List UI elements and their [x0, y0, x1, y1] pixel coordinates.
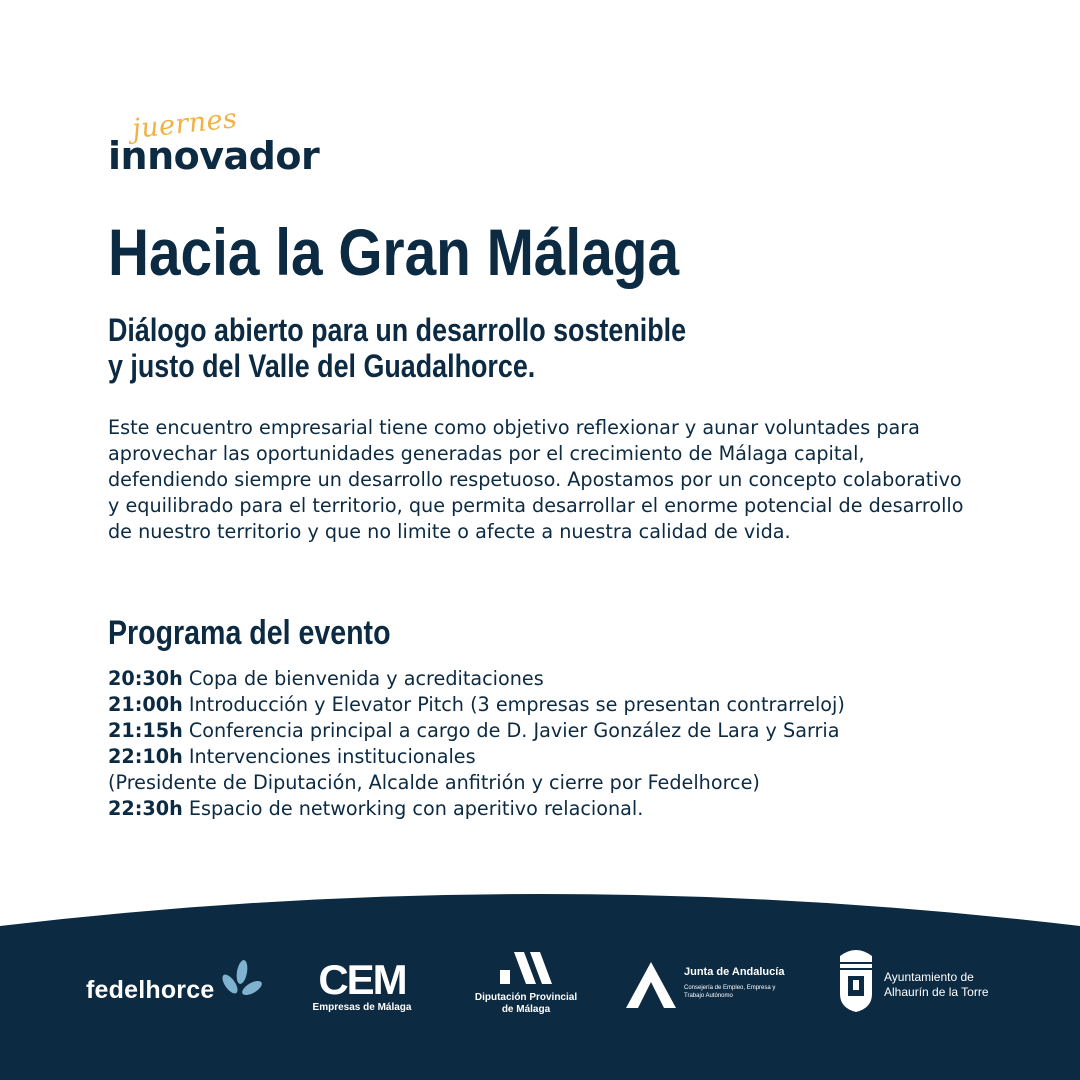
junta-logo	[626, 962, 806, 1012]
program-text: Intervenciones institucionales	[188, 745, 476, 768]
junta-mark-icon	[626, 962, 676, 1008]
leaf-icon	[216, 958, 264, 1002]
page-title: Hacia la Gran Málaga	[108, 215, 680, 289]
program-item	[108, 718, 845, 744]
ayuntamiento-logo	[836, 946, 1016, 1016]
fedelhorce-name: fedelhorce	[86, 976, 215, 1004]
program-item	[108, 666, 845, 692]
ayuntamiento-line-1: Ayuntamiento de	[884, 970, 974, 984]
diputacion-mark-icon	[498, 950, 554, 986]
brand-logo-script: juernes	[130, 103, 239, 145]
junta-name: Junta de Andalucía	[684, 966, 785, 978]
program-item	[108, 770, 845, 796]
program-text: Introducción y Elevator Pitch (3 empresas se presentan contrarreloj)	[188, 693, 845, 716]
brand-logo-main: innovador	[108, 134, 320, 178]
diputacion-line-1: Diputación Provincial	[474, 992, 578, 1003]
junta-subtitle: Consejería de Empleo, Empresa y Trabajo Autónomo	[684, 985, 776, 999]
cem-name: CEM	[318, 956, 406, 1003]
program-item	[108, 744, 845, 770]
cem-subtitle: Empresas de Málaga	[312, 1002, 412, 1013]
program-item	[108, 796, 845, 822]
program-text: Conferencia principal a cargo de D. Javier González de Lara y Sarria	[188, 719, 840, 742]
program-text: Copa de bienvenida y acreditaciones	[188, 667, 544, 690]
program-time: 21:00h	[108, 693, 183, 716]
page-subtitle	[108, 312, 686, 384]
program-title: Programa del evento	[108, 614, 391, 652]
program-time: 22:10h	[108, 745, 183, 768]
ayuntamiento-line-2: Alhaurín de la Torre	[884, 985, 989, 999]
program-time: 20:30h	[108, 667, 183, 690]
program-text: (Presidente de Diputación, Alcalde anfitrión y cierre por Fedelhorce)	[108, 771, 760, 794]
cem-logo	[306, 956, 418, 1014]
diputacion-logo	[470, 950, 582, 1020]
program-time: 21:15h	[108, 719, 183, 742]
sponsor-footer	[0, 880, 1080, 1080]
subtitle-line-2: y justo del Valle del Guadalhorce.	[108, 348, 536, 384]
program-list	[108, 666, 845, 822]
program-text: Espacio de networking con aperitivo relacional.	[188, 797, 644, 820]
subtitle-line-1: Diálogo abierto para un desarrollo sostenible	[108, 312, 687, 348]
diputacion-line-2: de Málaga	[501, 1004, 551, 1015]
program-time: 22:30h	[108, 797, 183, 820]
fedelhorce-logo	[86, 958, 266, 1008]
event-description: Este encuentro empresarial tiene como objetivo reflexionar y aunar voluntades para aprovechar las oportunidades generadas por el crecimiento de Málaga capital, defendiendo siempre un desarrollo respetuoso. Apostamos por un concepto colaborativo y equilibrado para el territorio, que permita desarrollar el enorme potencial de desarrollo de nuestro territorio y que no limite o afecte a nuestra calidad de vida.	[108, 416, 964, 543]
ayuntamiento-name	[884, 970, 989, 1000]
brand-logo	[108, 103, 348, 182]
program-item	[108, 692, 845, 718]
coat-of-arms-icon	[836, 946, 876, 1012]
